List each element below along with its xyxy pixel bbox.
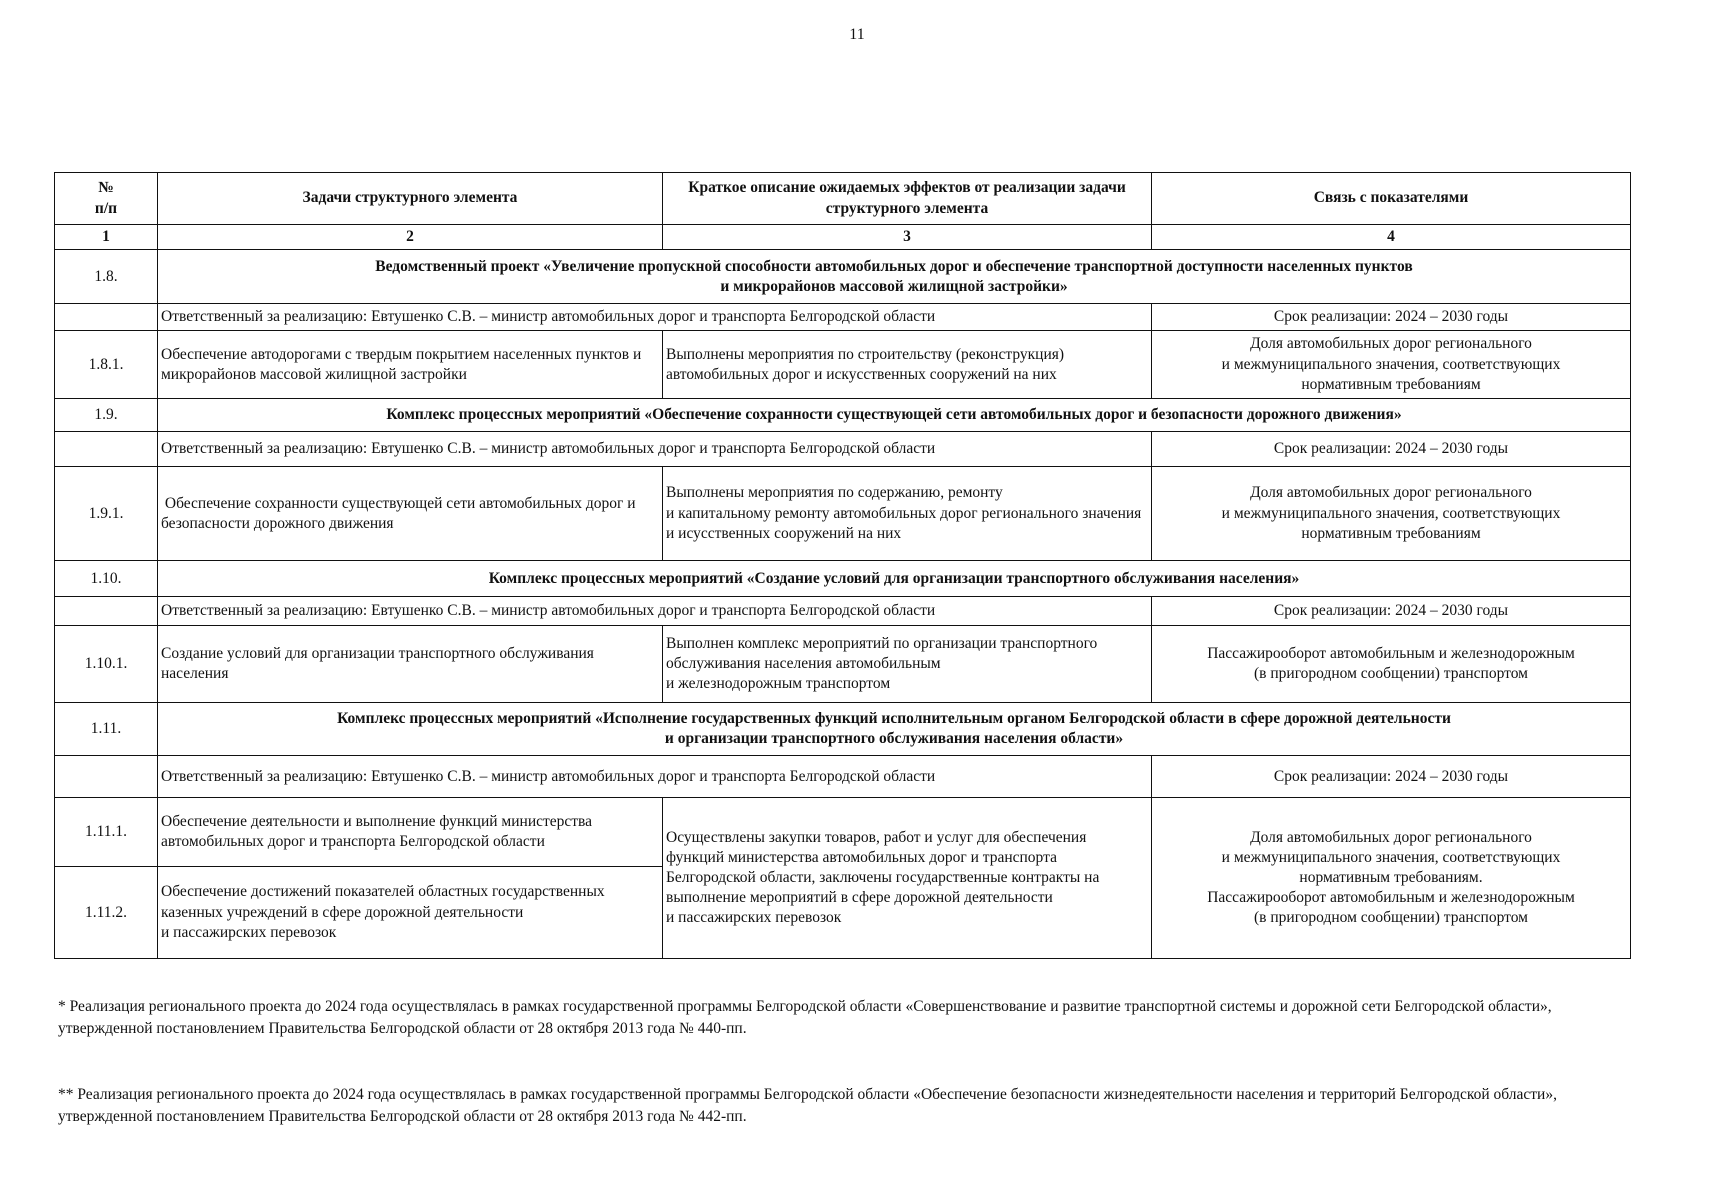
- header-effects: Краткое описание ожидаемых эффектов от реализации задачи структурного элемента: [663, 173, 1152, 225]
- table-row: [55, 331, 1631, 399]
- row-number: 1.10.1.: [55, 626, 158, 703]
- row-number: 1.8.: [55, 250, 158, 304]
- empty-cell: [55, 597, 158, 626]
- responsible-cell: Ответственный за реализацию: Евтушенко С.В. – министр автомобильных дорог и транспорта Белгородской области: [158, 432, 1152, 467]
- section-title: Комплекс процессных мероприятий «Исполнение государственных функций исполнительным органом Белгородской области в сфере дорожной деятельности и организации транспортного обслуживания населения области»: [158, 703, 1631, 756]
- term-cell: Срок реализации: 2024 – 2030 годы: [1152, 432, 1631, 467]
- row-number: 1.11.: [55, 703, 158, 756]
- table-index-row: [55, 225, 1631, 250]
- row-number: 1.10.: [55, 561, 158, 597]
- table-row: [55, 703, 1631, 756]
- task-cell: Создание условий для организации транспортного обслуживания населения: [158, 626, 663, 703]
- term-cell: Срок реализации: 2024 – 2030 годы: [1152, 756, 1631, 798]
- effect-cell: Выполнены мероприятия по содержанию, ремонту и капитальному ремонту автомобильных дорог регионального значения и исусственных сооружений на них: [663, 467, 1152, 561]
- row-number: 1.9.: [55, 399, 158, 432]
- task-cell: Обеспечение сохранности существующей сети автомобильных дорог и безопасности дорожного движения: [158, 467, 663, 561]
- table-row: [55, 626, 1631, 703]
- table-row: [55, 432, 1631, 467]
- link-cell: Пассажирооборот автомобильным и железнодорожным (в пригородном сообщении) транспортом: [1152, 626, 1631, 703]
- header-tasks: Задачи структурного элемента: [158, 173, 663, 225]
- table-row: [55, 597, 1631, 626]
- empty-cell: [55, 432, 158, 467]
- footnote-2: ** Реализация регионального проекта до 2024 года осуществлялась в рамках государственной программы Белгородской области «Обеспечение безопасности жизнедеятельности населения и территорий Белгородской области», утвержденной постановлением Правительства Белгородской области от 28 октября 2013 года № 442-пп.: [58, 1086, 1557, 1125]
- effect-cell: Осуществлены закупки товаров, работ и услуг для обеспечения функций министерства автомобильных дорог и транспорта Белгородской области, заключены государственные контракты на выполнение мероприятий в сфере дорожной деятельности и пассажирских перевозок: [663, 798, 1152, 959]
- empty-cell: [55, 756, 158, 798]
- row-number: 1.9.1.: [55, 467, 158, 561]
- footnote-1: * Реализация регионального проекта до 2024 года осуществлялась в рамках государственной программы Белгородской области «Совершенствование и развитие транспортной системы и дорожной сети Белгородской области», утвержденной постановлением Правительства Белгородской области от 28 октября 2013 года № 440-пп.: [58, 998, 1552, 1037]
- responsible-cell: Ответственный за реализацию: Евтушенко С.В. – министр автомобильных дорог и транспорта Белгородской области: [158, 756, 1152, 798]
- section-title: Комплекс процессных мероприятий «Обеспечение сохранности существующей сети автомобильных дорог и безопасности дорожного движения»: [158, 399, 1631, 432]
- index-cell: 1: [55, 225, 158, 250]
- header-link: Связь с показателями: [1152, 173, 1631, 225]
- link-cell: Доля автомобильных дорог регионального и межмуниципального значения, соответствующих нормативным требованиям: [1152, 467, 1631, 561]
- table-row: [55, 399, 1631, 432]
- section-title: Ведомственный проект «Увеличение пропускной способности автомобильных дорог и обеспечение транспортной доступности населенных пунктов и микрорайонов массовой жилищной застройки»: [158, 250, 1631, 304]
- index-cell: 4: [1152, 225, 1631, 250]
- section-title: Комплекс процессных мероприятий «Создание условий для организации транспортного обслуживания населения»: [158, 561, 1631, 597]
- task-cell: Обеспечение автодорогами с твердым покрытием населенных пунктов и микрорайонов массовой жилищной застройки: [158, 331, 663, 399]
- task-cell: Обеспечение деятельности и выполнение функций министерства автомобильных дорог и транспорта Белгородской области: [158, 798, 663, 867]
- table-row: [55, 467, 1631, 561]
- row-number: 1.11.1.: [55, 798, 158, 867]
- table-row: [55, 561, 1631, 597]
- term-cell: Срок реализации: 2024 – 2030 годы: [1152, 304, 1631, 331]
- table-row: [55, 250, 1631, 304]
- empty-cell: [55, 304, 158, 331]
- index-cell: 3: [663, 225, 1152, 250]
- tasks-table: [54, 172, 1631, 959]
- table-row: [55, 798, 1631, 867]
- link-cell: Доля автомобильных дорог регионального и межмуниципального значения, соответствующих нормативным требованиям. Пассажирооборот автомобильным и железнодорожным (в пригородном сообщении) транспортом: [1152, 798, 1631, 959]
- row-number: 1.8.1.: [55, 331, 158, 399]
- index-cell: 2: [158, 225, 663, 250]
- task-cell: Обеспечение достижений показателей областных государственных казенных учреждений в сфере дорожной деятельности и пассажирских перевозок: [158, 867, 663, 959]
- effect-cell: Выполнен комплекс мероприятий по организации транспортного обслуживания населения автомобильным и железнодорожным транспортом: [663, 626, 1152, 703]
- header-num: № п/п: [55, 173, 158, 225]
- term-cell: Срок реализации: 2024 – 2030 годы: [1152, 597, 1631, 626]
- page-number: 11: [849, 26, 865, 43]
- responsible-cell: Ответственный за реализацию: Евтушенко С.В. – министр автомобильных дорог и транспорта Белгородской области: [158, 304, 1152, 331]
- link-cell: Доля автомобильных дорог регионального и межмуниципального значения, соответствующих нормативным требованиям: [1152, 331, 1631, 399]
- table-row: [55, 756, 1631, 798]
- effect-cell: Выполнены мероприятия по строительству (реконструкция) автомобильных дорог и искусственных сооружений на них: [663, 331, 1152, 399]
- table-row: [55, 304, 1631, 331]
- table-header-row: [55, 173, 1631, 225]
- row-number: 1.11.2.: [55, 867, 158, 959]
- responsible-cell: Ответственный за реализацию: Евтушенко С.В. – министр автомобильных дорог и транспорта Белгородской области: [158, 597, 1152, 626]
